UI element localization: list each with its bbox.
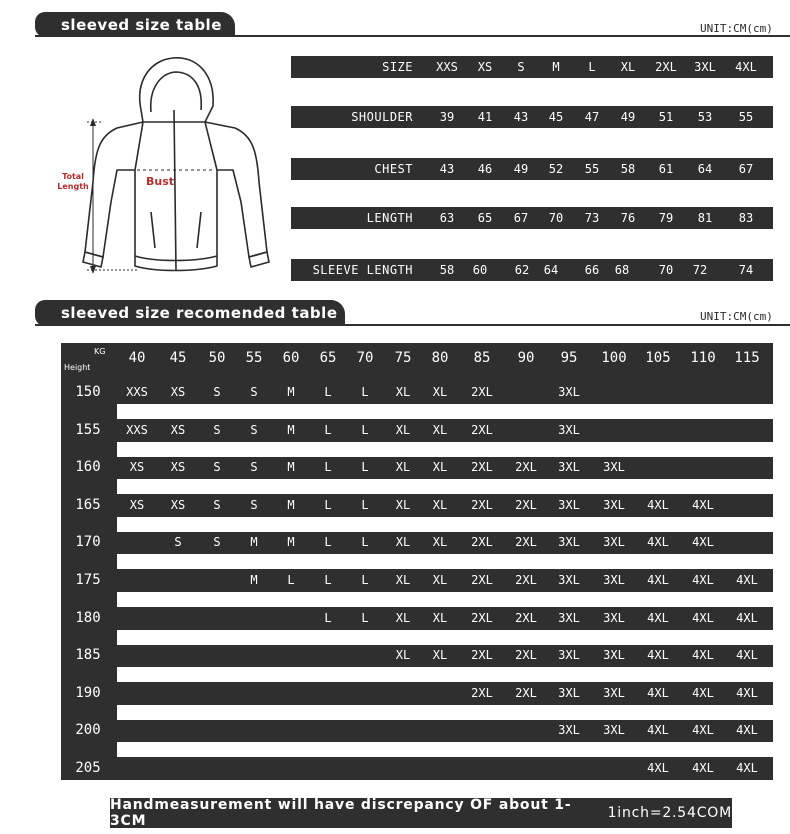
- recommended-size-cell: XS: [170, 422, 186, 437]
- footer-note-bar: [110, 798, 732, 828]
- weight-header: 115: [734, 350, 760, 366]
- measure-value: 83: [738, 211, 754, 225]
- recommended-size-cell: L: [361, 573, 369, 587]
- measure-value: 64: [543, 263, 559, 277]
- measure-value: 70: [548, 211, 564, 225]
- recommended-size-cell: 4XL: [736, 610, 758, 625]
- recommended-size-cell: L: [324, 460, 332, 475]
- recommended-size-cell: M: [287, 385, 295, 399]
- measure-value: 55: [584, 162, 600, 176]
- recommended-size-cell: XXS: [126, 422, 148, 437]
- recommended-size-cell: 4XL: [647, 497, 669, 512]
- total-length-label: Total Length: [57, 172, 89, 191]
- measure-value: 58: [620, 162, 636, 176]
- recommended-size-cell: 4XL: [736, 761, 758, 775]
- measure-row-chest: [291, 158, 773, 180]
- recommended-size-cell: 3XL: [558, 535, 580, 550]
- height-label: 155: [75, 421, 101, 438]
- measure-value: 52: [548, 162, 564, 176]
- recommended-size-cell: XS: [129, 497, 145, 512]
- measure-row-sleeve-length: [291, 259, 773, 281]
- weight-header: 110: [690, 350, 716, 366]
- recommended-size-cell: XS: [170, 497, 186, 512]
- recommended-size-cell: S: [213, 422, 221, 437]
- measure-value: 58: [439, 263, 455, 277]
- recommended-size-cell: L: [324, 422, 332, 437]
- recommended-size-cell: L: [324, 535, 332, 550]
- measure-row-label: CHEST: [374, 162, 413, 176]
- grid-row-separator: [117, 404, 773, 419]
- measure-value: 66: [584, 263, 600, 277]
- height-label: 175: [75, 572, 101, 588]
- recommended-size-cell: S: [213, 460, 221, 475]
- measure-value: 2XL: [655, 60, 677, 74]
- recommended-size-cell: 4XL: [692, 761, 714, 775]
- measure-value: 39: [439, 110, 455, 124]
- recommended-size-cell: XL: [395, 610, 411, 625]
- size-table-title-tab: [35, 12, 235, 37]
- grid-row-separator: [117, 630, 773, 645]
- recommended-size-cell: XL: [432, 497, 448, 512]
- measure-value: 49: [513, 162, 529, 176]
- recommended-size-cell: XL: [395, 573, 411, 587]
- weight-header: 40: [128, 350, 146, 366]
- measure-value: 81: [697, 211, 713, 225]
- weight-header: 50: [208, 350, 226, 366]
- recommended-size-cell: 2XL: [471, 385, 493, 399]
- measure-row-label: SIZE: [382, 60, 413, 74]
- recommended-size-cell: 2XL: [471, 648, 493, 663]
- recommended-size-cell: XS: [170, 460, 186, 475]
- measure-value: 67: [738, 162, 754, 176]
- recommended-size-cell: 2XL: [471, 573, 493, 587]
- recommended-size-cell: 4XL: [692, 723, 714, 738]
- bust-label: Bust: [146, 175, 175, 188]
- measure-value: 4XL: [735, 60, 757, 74]
- recommended-size-cell: L: [361, 422, 369, 437]
- recommended-size-cell: 2XL: [471, 535, 493, 550]
- measure-value: 67: [513, 211, 529, 225]
- recommended-table-title: sleeved size recomended table: [61, 304, 338, 322]
- jacket-illustration: [55, 52, 275, 277]
- recommended-size-cell: 2XL: [515, 573, 537, 587]
- weight-header: 85: [473, 350, 491, 366]
- measure-value: 70: [658, 263, 674, 277]
- measure-value: 51: [658, 110, 674, 124]
- recommended-size-cell: 4XL: [736, 648, 758, 663]
- recommended-size-cell: XL: [395, 497, 411, 512]
- measure-value: 41: [477, 110, 493, 124]
- measure-value: XXS: [436, 60, 458, 74]
- recommended-size-cell: S: [213, 385, 221, 399]
- recommended-size-cell: 3XL: [603, 648, 625, 663]
- weight-header: 90: [517, 350, 535, 366]
- measure-value: 63: [439, 211, 455, 225]
- recommended-size-cell: L: [324, 573, 332, 587]
- measure-row-label: SLEEVE LENGTH: [312, 263, 413, 277]
- recommended-size-cell: 4XL: [647, 685, 669, 700]
- weight-axis-label: KG: [94, 347, 106, 356]
- recommended-size-cell: 4XL: [647, 573, 669, 587]
- recommended-size-cell: 3XL: [603, 573, 625, 587]
- recommended-size-cell: XL: [432, 385, 448, 399]
- recommended-size-cell: 2XL: [515, 610, 537, 625]
- recommended-size-cell: 3XL: [558, 422, 580, 437]
- height-label: 205: [75, 760, 101, 776]
- recommended-size-cell: 2XL: [471, 460, 493, 475]
- recommended-size-cell: 2XL: [471, 497, 493, 512]
- recommended-size-cell: XL: [395, 460, 411, 475]
- measure-value: 46: [477, 162, 493, 176]
- grid-row-separator: [117, 667, 773, 682]
- recommended-table-title-tab: [35, 300, 345, 326]
- recommended-size-cell: 4XL: [692, 648, 714, 663]
- height-label: 165: [75, 496, 101, 513]
- recommended-size-cell: M: [287, 422, 295, 437]
- measure-row-length: [291, 207, 773, 229]
- measure-value: 53: [697, 110, 713, 124]
- recommended-size-cell: 2XL: [471, 422, 493, 437]
- measure-row-label: LENGTH: [366, 211, 413, 225]
- recommended-size-cell: 4XL: [692, 535, 714, 550]
- recommended-size-cell: XXS: [126, 385, 148, 399]
- height-axis-label: Height: [64, 363, 91, 372]
- grid-row-separator: [117, 705, 773, 720]
- recommended-size-cell: 3XL: [603, 460, 625, 475]
- recommended-size-cell: 2XL: [515, 648, 537, 663]
- measure-value: 47: [584, 110, 600, 124]
- size-table-unit: UNIT:CM(cm): [700, 22, 773, 35]
- recommended-size-cell: L: [361, 610, 369, 625]
- recommended-size-cell: M: [250, 535, 258, 550]
- recommended-size-cell: 3XL: [558, 460, 580, 475]
- measure-value: 62: [514, 263, 530, 277]
- recommended-size-cell: 3XL: [558, 497, 580, 512]
- recommended-size-cell: XL: [432, 648, 448, 663]
- recommended-size-cell: 3XL: [558, 573, 580, 587]
- weight-header: 100: [601, 350, 627, 366]
- recommended-size-cell: M: [287, 497, 295, 512]
- recommended-size-cell: M: [287, 460, 295, 475]
- recommended-size-cell: 4XL: [692, 685, 714, 700]
- measure-value: 49: [620, 110, 636, 124]
- recommended-size-cell: 3XL: [558, 385, 580, 399]
- recommended-size-cell: 4XL: [647, 761, 669, 775]
- recommended-size-cell: 3XL: [603, 497, 625, 512]
- recommended-size-cell: S: [250, 460, 258, 475]
- recommended-size-cell: 3XL: [558, 723, 580, 738]
- measure-value: 79: [658, 211, 674, 225]
- recommended-size-cell: 3XL: [603, 685, 625, 700]
- grid-row-separator: [117, 742, 773, 757]
- height-label: 150: [75, 384, 101, 400]
- recommended-size-cell: L: [324, 385, 332, 399]
- weight-header: 45: [169, 350, 187, 366]
- measure-value: S: [517, 60, 525, 74]
- recommended-size-cell: S: [250, 497, 258, 512]
- weight-header: 105: [645, 350, 671, 366]
- recommended-size-cell: 4XL: [647, 535, 669, 550]
- recommended-size-cell: 3XL: [558, 685, 580, 700]
- recommended-size-cell: XL: [395, 385, 411, 399]
- recommended-size-cell: 2XL: [471, 610, 493, 625]
- recommended-size-cell: L: [361, 385, 369, 399]
- weight-header: 60: [282, 350, 300, 366]
- grid-row-separator: [117, 592, 773, 607]
- measure-value: 64: [697, 162, 713, 176]
- weight-header: 55: [245, 350, 263, 366]
- measurement-discrepancy-note: Handmeasurement will have discrepancy OF about 1-3CM: [110, 797, 572, 829]
- measure-value: 61: [658, 162, 674, 176]
- measure-row-shoulder: [291, 106, 773, 128]
- measure-value: 43: [439, 162, 455, 176]
- recommended-size-cell: XL: [395, 535, 411, 550]
- measure-value: 76: [620, 211, 636, 225]
- recommended-size-cell: 3XL: [558, 648, 580, 663]
- size-table-divider: [35, 35, 790, 37]
- recommended-size-cell: 2XL: [515, 685, 537, 700]
- recommended-size-cell: L: [324, 497, 332, 512]
- measure-value: 74: [738, 263, 754, 277]
- measure-row-size: [291, 56, 773, 78]
- recommended-size-cell: XL: [432, 610, 448, 625]
- recommended-size-cell: XS: [129, 460, 145, 475]
- recommended-size-cell: XL: [395, 648, 411, 663]
- weight-header: 75: [394, 350, 412, 366]
- recommended-size-cell: 4XL: [647, 648, 669, 663]
- recommended-size-cell: XL: [432, 460, 448, 475]
- recommended-size-cell: L: [287, 573, 295, 587]
- measure-value: 3XL: [694, 60, 716, 74]
- recommended-size-cell: L: [361, 497, 369, 512]
- weight-header: 80: [431, 350, 449, 366]
- recommended-table-divider: [35, 324, 790, 326]
- height-label: 170: [75, 534, 101, 551]
- height-label: 180: [75, 609, 101, 626]
- recommended-size-cell: XL: [395, 422, 411, 437]
- measure-value: 60: [472, 263, 488, 277]
- grid-row-separator: [117, 479, 773, 494]
- measure-value: L: [588, 60, 596, 74]
- recommended-size-cell: S: [174, 535, 182, 550]
- grid-row-separator: [117, 442, 773, 457]
- measure-row-label: SHOULDER: [351, 110, 413, 124]
- recommended-size-cell: L: [361, 460, 369, 475]
- measure-value: 68: [614, 263, 630, 277]
- recommended-size-cell: 2XL: [471, 685, 493, 700]
- measure-value: 73: [584, 211, 600, 225]
- recommended-size-cell: 2XL: [515, 460, 537, 475]
- recommended-size-cell: 4XL: [647, 723, 669, 738]
- recommended-size-cell: 2XL: [515, 535, 537, 550]
- recommended-size-cell: S: [250, 385, 258, 399]
- measure-value: XL: [620, 60, 636, 74]
- measure-value: 55: [738, 110, 754, 124]
- measure-value: M: [552, 60, 560, 74]
- weight-header: 70: [356, 350, 374, 366]
- recommended-size-cell: 4XL: [647, 610, 669, 625]
- weight-header: 95: [560, 350, 578, 366]
- recommended-size-cell: 4XL: [736, 685, 758, 700]
- recommended-size-cell: XL: [432, 422, 448, 437]
- recommended-size-cell: XL: [432, 573, 448, 587]
- recommended-size-cell: 3XL: [603, 535, 625, 550]
- height-label: 185: [75, 647, 101, 664]
- recommended-size-cell: 3XL: [558, 610, 580, 625]
- measure-value: 45: [548, 110, 564, 124]
- measure-value: 72: [692, 263, 708, 277]
- recommended-table-unit: UNIT:CM(cm): [700, 310, 773, 323]
- height-label: 190: [75, 684, 101, 701]
- recommended-size-cell: 4XL: [692, 610, 714, 625]
- recommended-size-cell: 3XL: [603, 610, 625, 625]
- grid-row-separator: [117, 517, 773, 532]
- height-label: 200: [75, 722, 101, 739]
- recommended-size-cell: L: [324, 610, 332, 625]
- grid-row-separator: [117, 554, 773, 569]
- recommended-size-cell: 3XL: [603, 723, 625, 738]
- measure-value: 43: [513, 110, 529, 124]
- recommended-size-cell: S: [250, 422, 258, 437]
- recommended-size-cell: M: [250, 573, 258, 587]
- recommended-size-cell: M: [287, 535, 295, 550]
- recommended-size-cell: L: [361, 535, 369, 550]
- measure-value: XS: [477, 60, 493, 74]
- recommended-size-cell: 4XL: [692, 497, 714, 512]
- recommended-size-cell: XS: [170, 385, 186, 399]
- recommended-size-cell: 2XL: [515, 497, 537, 512]
- recommended-size-cell: 4XL: [692, 573, 714, 587]
- inch-conversion: 1inch=2.54COM: [607, 805, 732, 821]
- recommended-size-cell: 4XL: [736, 723, 758, 738]
- weight-header: 65: [319, 350, 337, 366]
- recommended-size-cell: XL: [432, 535, 448, 550]
- measure-value: 65: [477, 211, 493, 225]
- recommended-size-cell: S: [213, 535, 221, 550]
- size-table-title: sleeved size table: [61, 15, 222, 34]
- recommended-size-cell: S: [213, 497, 221, 512]
- height-label: 160: [75, 459, 101, 476]
- recommended-size-cell: 4XL: [736, 573, 758, 587]
